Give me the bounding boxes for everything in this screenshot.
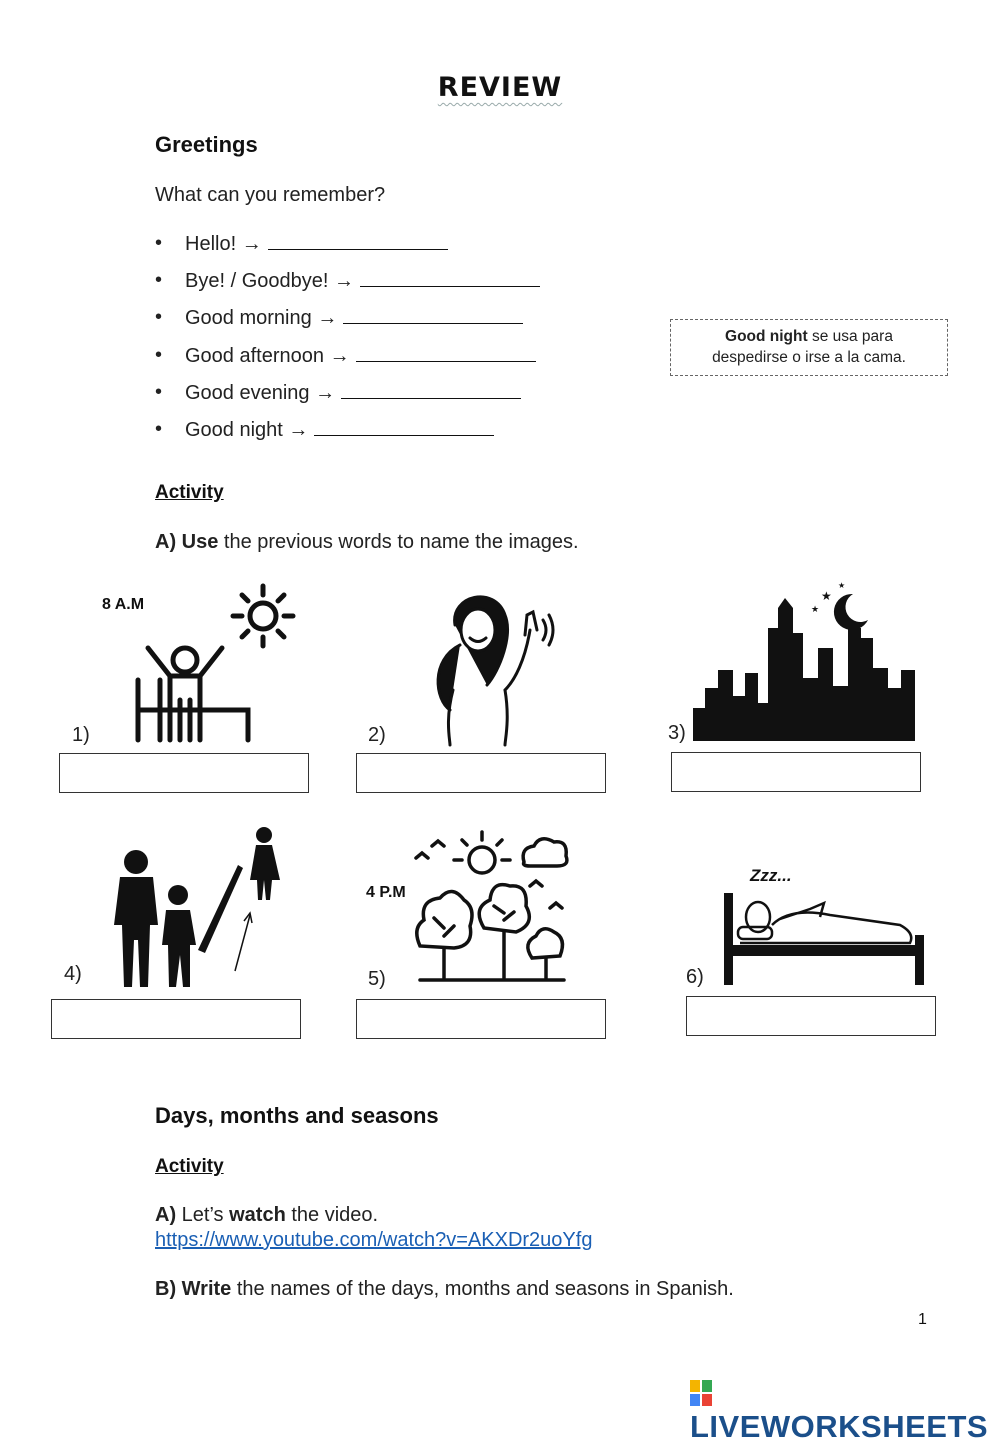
write-instruction: B) Write the names of the days, months and seasons in Spanish. — [155, 1278, 734, 1300]
list-item: • Good afternoon → — [155, 345, 540, 382]
greetings-prompt: What can you remember? — [155, 184, 386, 206]
park-afternoon-icon — [412, 828, 577, 988]
image-number: 2) — [368, 724, 386, 746]
svg-text:★: ★ — [811, 605, 820, 615]
liveworksheets-logo[interactable]: LIVEWORKSHEETS — [690, 1373, 1000, 1445]
list-item: • Good morning → — [155, 307, 540, 344]
answer-blank[interactable] — [343, 307, 523, 324]
good-night-note: Good night se usa para despedirse o irse a la cama. — [670, 319, 948, 376]
activity-heading: Activity — [155, 482, 224, 503]
list-item: • Bye! / Goodbye! → — [155, 270, 540, 307]
svg-text:★: ★ — [838, 581, 846, 590]
svg-text:★: ★ — [821, 589, 832, 603]
answer-box-5[interactable] — [356, 999, 606, 1039]
page-number: 1 — [918, 1311, 927, 1328]
answer-blank[interactable] — [268, 233, 448, 250]
answer-blank[interactable] — [360, 270, 540, 287]
days-activity-heading: Activity — [155, 1156, 224, 1177]
days-heading: Days, months and seasons — [155, 1103, 439, 1128]
sleeping-person-icon — [720, 885, 930, 990]
image-number: 5) — [368, 968, 386, 990]
answer-blank[interactable] — [314, 419, 494, 436]
time-label-afternoon: 4 P.M — [366, 884, 406, 901]
liveworksheets-logo-icon — [690, 1380, 712, 1406]
time-label-morning: 8 A.M — [102, 596, 145, 613]
image-number: 1) — [72, 724, 90, 746]
waving-woman-icon — [425, 590, 565, 750]
answer-blank[interactable] — [341, 382, 521, 399]
watch-instruction: A) Let’s watch the video. — [155, 1204, 379, 1226]
video-link[interactable]: https://www.youtube.com/watch?v=AKXDr2uoYfg — [155, 1229, 593, 1251]
answer-box-3[interactable] — [671, 752, 921, 792]
list-item: • Hello! → — [155, 233, 540, 270]
answer-box-6[interactable] — [686, 996, 936, 1036]
image-number: 3) — [668, 722, 686, 744]
night-city-icon — [693, 578, 921, 743]
image-number: 4) — [64, 963, 82, 985]
answer-box-4[interactable] — [51, 999, 301, 1039]
activity-instruction: A) Use the previous words to name the images. — [155, 531, 579, 553]
family-goodbye-icon — [108, 825, 288, 990]
answer-box-2[interactable] — [356, 753, 606, 793]
greetings-list — [155, 233, 540, 456]
answer-blank[interactable] — [356, 345, 536, 362]
sleep-text: Zzz... — [750, 866, 792, 885]
greetings-heading: Greetings — [155, 132, 258, 157]
list-item: • Good evening → — [155, 382, 540, 419]
answer-box-1[interactable] — [59, 753, 309, 793]
wake-up-icon — [130, 580, 305, 750]
list-item: • Good night → — [155, 419, 540, 456]
page-title: REVIEW — [437, 72, 563, 103]
image-number: 6) — [686, 966, 704, 988]
